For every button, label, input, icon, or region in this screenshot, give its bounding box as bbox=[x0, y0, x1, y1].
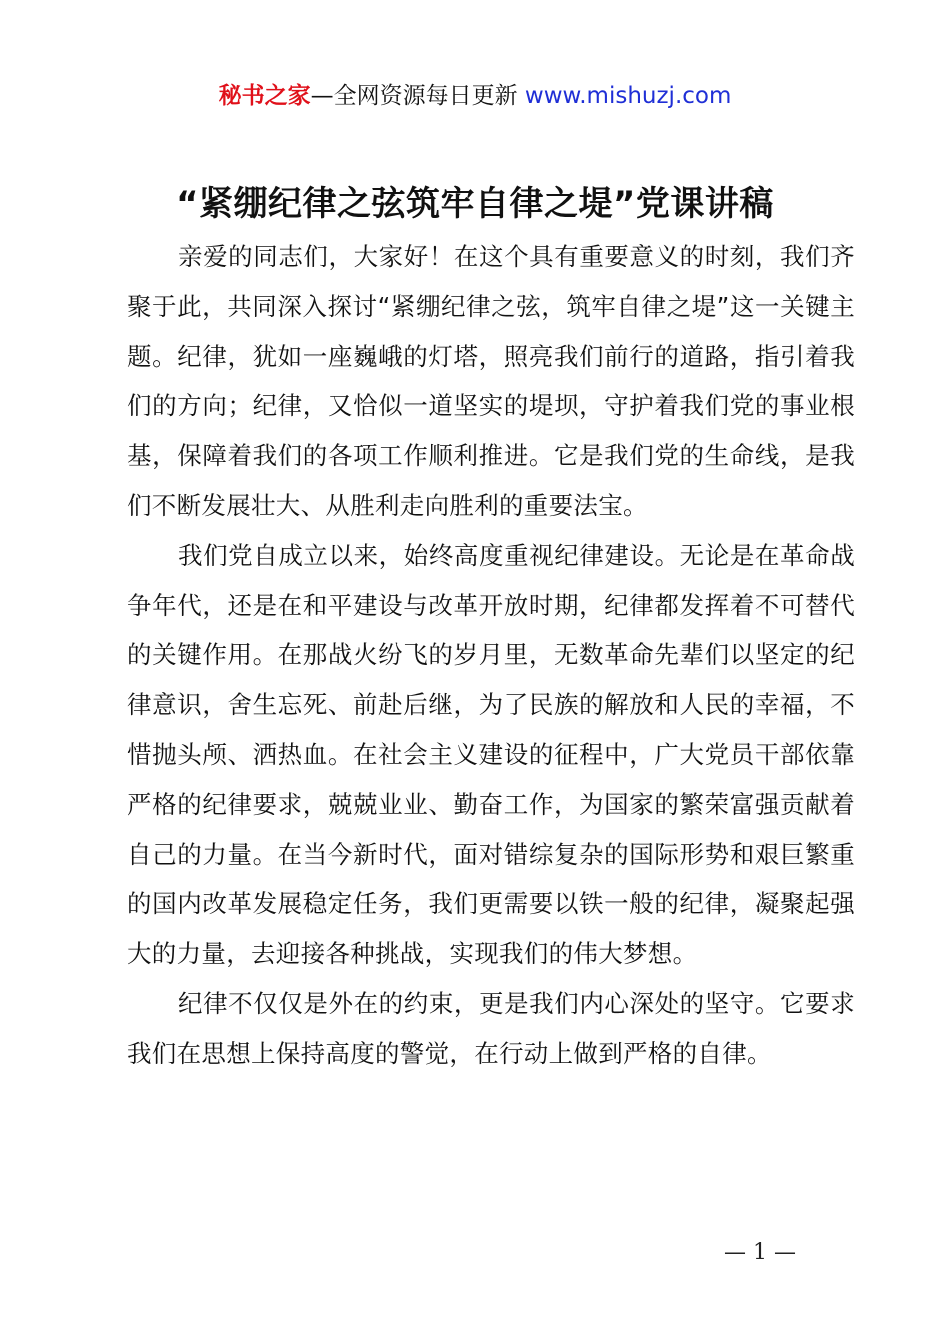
site-header bbox=[0, 80, 950, 112]
header-tagline: —全网资源每日更新 bbox=[310, 83, 525, 109]
document-title: “紧绷纪律之弦筑牢自律之堤”党课讲稿 bbox=[176, 184, 774, 224]
site-url-link[interactable]: www.mishuzj.com bbox=[524, 83, 732, 109]
paragraph-2: 我们党自成立以来，始终高度重视纪律建设。无论是在革命战争年代，还是在和平建设与改革开放时期，纪律都发挥着不可替代的关键作用。在那战火纷飞的岁月里，无数革命先辈们以坚定的纪律意识，舍生忘死、前赴后继，为了民族的解放和人民的幸福，不惜抛头颅、洒热血。在社会主义建设的征程中，广大党员干部依靠严格的纪律要求，兢兢业业、勤奋工作，为国家的繁荣富强贡献着自己的力量。在当今新时代，面对错综复杂的国际形势和艰巨繁重的国内改革发展稳定任务，我们更需要以铁一般的纪律，凝聚起强大的力量，去迎接各种挑战，实现我们的伟大梦想。 bbox=[127, 540, 855, 969]
paragraph-3: 纪律不仅仅是外在的约束，更是我们内心深处的坚守。它要求我们在思想上保持高度的警觉，在行动上做到严格的自律。 bbox=[127, 988, 855, 1068]
document-body bbox=[127, 232, 855, 1079]
page-number: — 1 — bbox=[724, 1240, 796, 1265]
paragraph-1: 亲爱的同志们，大家好！在这个具有重要意义的时刻，我们齐聚于此，共同深入探讨“紧绷纪律之弦，筑牢自律之堤”这一关键主题。纪律，犹如一座巍峨的灯塔，照亮我们前行的道路，指引着我们的方向；纪律，又恰似一道坚实的堤坝，守护着我们党的事业根基，保障着我们的各项工作顺利推进。它是我们党的生命线，是我们不断发展壮大、从胜利走向胜利的重要法宝。 bbox=[127, 242, 855, 520]
brand-name: 秘书之家 bbox=[218, 83, 311, 109]
